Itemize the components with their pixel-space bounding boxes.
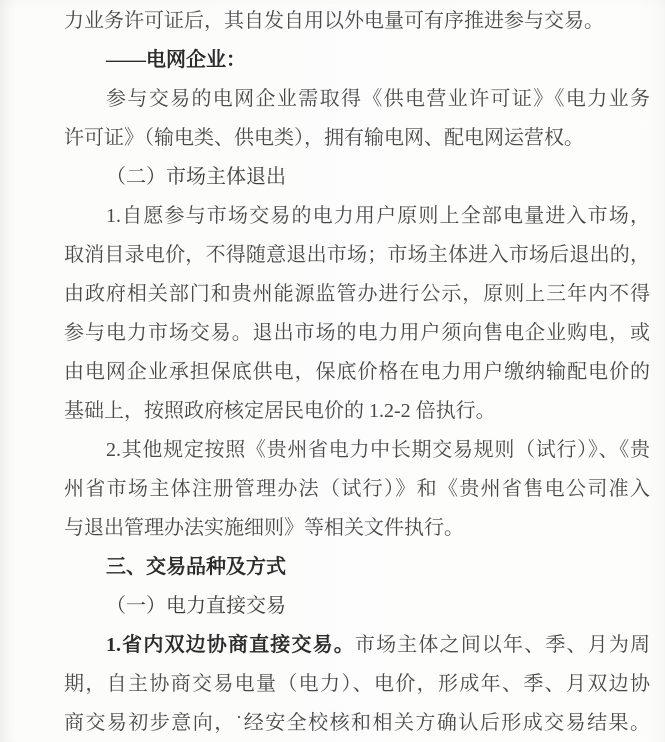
bold-lead-text: 1.省内双边协商直接交易。 [106,634,355,656]
body-line: 许可证》（输电类、供电类），拥有输电网、配电网运营权。 [64,127,584,149]
line-text: 市场主体之间以年、季、月为周 [354,634,651,656]
body-line: 2.其他规定按照《贵州省电力中长期交易规则（试行）》、《贵 [106,439,650,461]
body-line: 与退出管理办法实施细则》等相关文件执行。 [64,517,464,539]
subheading-direct-power-trade: （一）电力直接交易 [106,595,286,617]
subheading-market-exit: （二）市场主体退出 [106,166,286,188]
body-line: 参与电力市场交易。退出市场的电力用户须向售电企业购电，或 [64,322,650,344]
body-line [64,626,650,665]
body-line: 取消目录电价，不得随意退出市场；市场主体进入市场后退出的， [64,244,650,266]
dash-heading-grid-company: ——电网企业： [106,49,246,71]
body-line: 1.自愿参与市场交易的电力用户原则上全部电量进入市场， [106,205,650,227]
body-line: 基础上，按照政府核定居民电价的 1.2-2 倍执行。 [64,400,496,422]
body-line: 由政府相关部门和贵州能源监管办进行公示，原则上三年内不得 [64,283,650,305]
section-heading-trade-types: 三、交易品种及方式 [106,556,286,578]
body-line: 力业务许可证后，其自发自用以外电量可有序推进参与交易。 [64,10,604,32]
body-line: 期，自主协商交易电量（电力）、电价，形成年、季、月双边协 [64,673,650,695]
body-line: 由电网企业承担保底供电，保底价格在电力用户缴纳输配电价的 [64,361,650,383]
body-line: 商交易初步意向，˙经安全校核和相关方确认后形成交易结果。 [64,712,650,734]
body-line: 参与交易的电网企业需取得《供电营业许可证》《电力业务 [106,88,650,110]
document-text-block [64,2,650,742]
body-line: 州省市场主体注册管理办法（试行）》和《贵州省售电公司准入 [64,478,650,500]
